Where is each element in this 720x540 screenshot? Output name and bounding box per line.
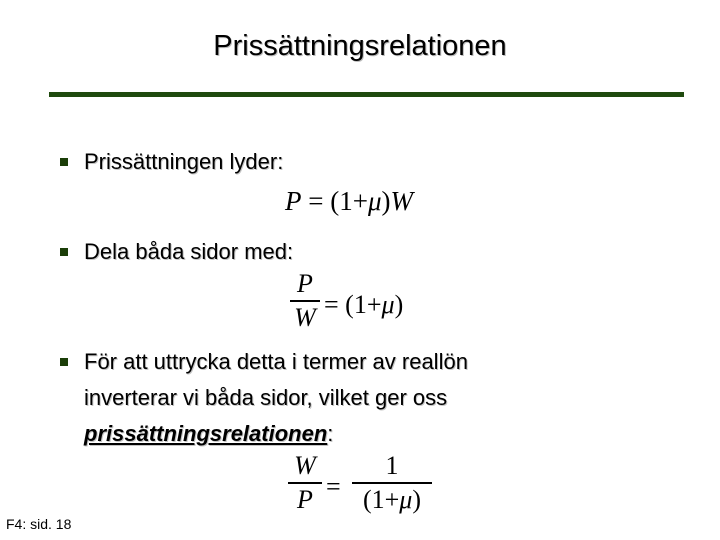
eq2-fraction <box>290 270 320 332</box>
eq3-close: ) <box>412 484 422 514</box>
eq1-var: W <box>390 186 414 216</box>
eq2-rhs <box>324 290 403 320</box>
eq2-mu: μ <box>381 290 395 319</box>
fraction-bar <box>288 482 322 484</box>
eq2-numerator: P <box>297 269 313 298</box>
fraction-bar <box>352 482 432 484</box>
title-divider <box>49 92 684 97</box>
eq3-right-numerator: 1 <box>385 451 399 480</box>
eq3-numerator: W <box>294 451 316 480</box>
eq1-open: (1+ <box>330 186 368 216</box>
eq2-denominator: W <box>294 302 316 332</box>
emphasis-term: prissättningsrelationen <box>84 421 328 446</box>
eq1-close: ) <box>381 186 391 216</box>
bullet-3-line-2: inverterar vi båda sidor, vilket ger oss <box>84 385 448 410</box>
eq1-mu: μ <box>367 186 382 216</box>
eq3-denominator: P <box>297 484 313 514</box>
eq3-left-fraction <box>288 452 322 514</box>
eq3-equals: = <box>326 472 341 501</box>
eq3-right-fraction <box>352 452 432 514</box>
bullet-3-line-3 <box>84 420 333 448</box>
equation-price-setting-relation <box>288 452 448 528</box>
bullet-3-line-1: För att uttrycka detta i termer av reallön <box>84 349 468 374</box>
eq1-equals: = <box>308 186 324 216</box>
equation-price-setting <box>285 186 413 217</box>
eq2-equals: = <box>324 290 339 319</box>
bullet-2-text: Dela båda sidor med: <box>84 239 294 264</box>
bullet-marker <box>60 158 68 166</box>
bullet-3-suffix: : <box>327 421 334 446</box>
eq2-close: ) <box>394 290 404 319</box>
bullet-1-text: Prissättningen lyder: <box>84 149 284 174</box>
eq1-lhs: P <box>285 186 302 216</box>
bullet-marker <box>60 358 68 366</box>
eq3-mu: μ <box>399 484 413 514</box>
eq3-right-denominator <box>352 486 432 514</box>
slide-title: Prissättningsrelationen <box>213 30 507 62</box>
eq2-open: (1+ <box>345 290 382 319</box>
equation-divided <box>290 270 440 340</box>
bullet-marker <box>60 248 68 256</box>
fraction-bar <box>290 300 320 302</box>
eq3-open: (1+ <box>362 484 400 514</box>
slide-footer: F4: sid. 18 <box>6 516 72 532</box>
